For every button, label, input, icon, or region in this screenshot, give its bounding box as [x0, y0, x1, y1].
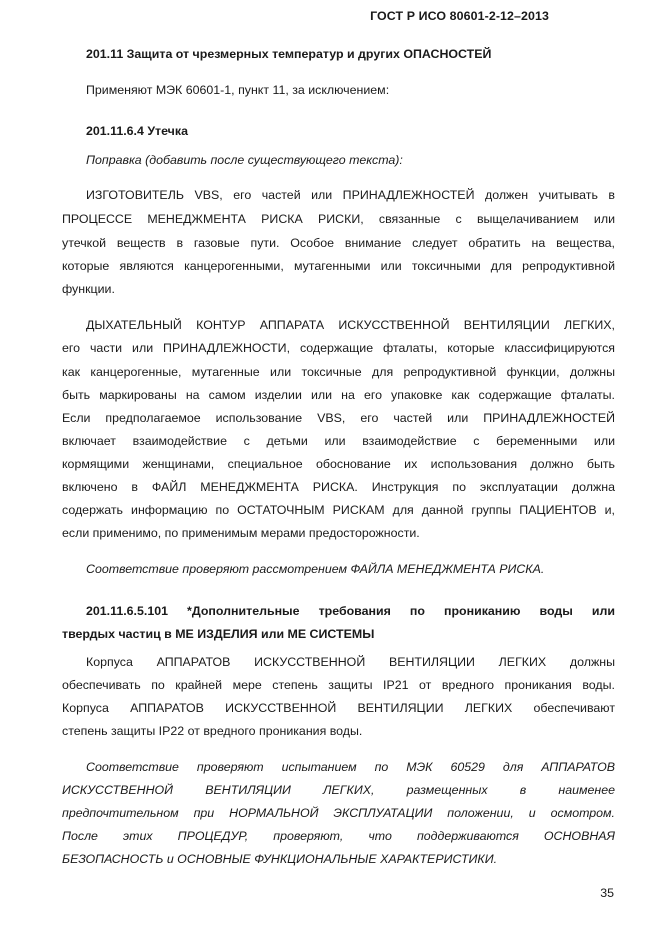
- paragraph-line: Корпуса АППАРАТОВ ИСКУССТВЕННОЙ ВЕНТИЛЯЦИИ ЛЕГКИХ должны: [86, 655, 615, 669]
- paragraph-line: обеспечивать по крайней мере степень защиты IP21 от вредного проникания воды.: [62, 678, 615, 692]
- section-text-201-11: Применяют МЭК 60601-1, пункт 11, за исключением:: [86, 83, 390, 97]
- compliance-line: После этих ПРОЦЕДУР, проверяют, что поддерживаются ОСНОВНАЯ: [62, 829, 615, 843]
- paragraph-line: утечкой веществ в газовые пути. Особое внимание следует обратить на вещества,: [62, 236, 615, 250]
- paragraph-line: степень защиты IP22 от вредного проникания воды.: [62, 724, 363, 738]
- paragraph-line: содержать информацию по ОСТАТОЧНЫМ РИСКАМ для данной группы ПАЦИЕНТОВ и,: [62, 503, 615, 517]
- page-number: 35: [600, 886, 614, 900]
- section-heading-201-11-6-5-101-cont: твердых частиц в МЕ ИЗДЕЛИЯ или МЕ СИСТЕМЫ: [62, 627, 375, 641]
- compliance-line: Соответствие проверяют испытанием по МЭК 60529 для АППАРАТОВ: [86, 760, 615, 774]
- compliance-line: ИСКУССТВЕННОЙ ВЕНТИЛЯЦИИ ЛЕГКИХ, размещенных в наименее: [62, 783, 615, 797]
- section-heading-201-11-6-5-101: 201.11.6.5.101 *Дополнительные требования по прониканию воды или: [86, 604, 615, 618]
- compliance-line: БЕЗОПАСНОСТЬ и ОСНОВНЫЕ ФУНКЦИОНАЛЬНЫЕ ХАРАКТЕРИСТИКИ.: [62, 852, 498, 866]
- section-heading-201-11-6-4: 201.11.6.4 Утечка: [86, 124, 188, 138]
- amendment-note: Поправка (добавить после существующего текста):: [86, 153, 403, 167]
- paragraph-line: включает взаимодействие с детьми или взаимодействие с беременными или: [62, 434, 615, 448]
- paragraph-line: быть маркированы на самом изделии или на его упаковке как содержащие фталаты.: [62, 388, 615, 402]
- section-heading-201-11: 201.11 Защита от чрезмерных температур и других ОПАСНОСТЕЙ: [86, 47, 492, 61]
- compliance-line: предпочтительном при НОРМАЛЬНОЙ ЭКСПЛУАТАЦИИ положении, и осмотром.: [62, 806, 615, 820]
- compliance-note: Соответствие проверяют рассмотрением ФАЙЛА МЕНЕДЖМЕНТА РИСКА.: [86, 562, 545, 576]
- paragraph-line: кормящими женщинами, специальное обоснование их использования должно быть: [62, 457, 615, 471]
- paragraph-line: ПРОЦЕССЕ МЕНЕДЖМЕНТА РИСКА РИСКИ, связанные с выщелачиванием или: [62, 212, 615, 226]
- paragraph-line: которые являются канцерогенными, мутагенными или токсичными для репродуктивной: [62, 259, 615, 273]
- paragraph-line: ДЫХАТЕЛЬНЫЙ КОНТУР АППАРАТА ИСКУССТВЕННОЙ ВЕНТИЛЯЦИИ ЛЕГКИХ,: [86, 318, 615, 332]
- paragraph-line: функции.: [62, 282, 115, 296]
- paragraph-line: как канцерогенные, мутагенные или токсичные для репродуктивной функции, должны: [62, 365, 615, 379]
- paragraph-line: его части или ПРИНАДЛЕЖНОСТИ, содержащие фталаты, которые классифицируются: [62, 341, 615, 355]
- paragraph-line: Если предполагаемое использование VBS, его частей или ПРИНАДЛЕЖНОСТЕЙ: [62, 411, 615, 425]
- document-id: ГОСТ Р ИСО 80601-2-12–2013: [370, 9, 549, 23]
- paragraph-line: ИЗГОТОВИТЕЛЬ VBS, его частей или ПРИНАДЛЕЖНОСТЕЙ должен учитывать в: [86, 188, 615, 202]
- paragraph-line: если применимо, по применимым мерами предосторожности.: [62, 526, 420, 540]
- paragraph-line: Корпуса АППАРАТОВ ИСКУССТВЕННОЙ ВЕНТИЛЯЦИИ ЛЕГКИХ обеспечивают: [62, 701, 615, 715]
- paragraph-line: включено в ФАЙЛ МЕНЕДЖМЕНТА РИСКА. Инструкция по эксплуатации должна: [62, 480, 615, 494]
